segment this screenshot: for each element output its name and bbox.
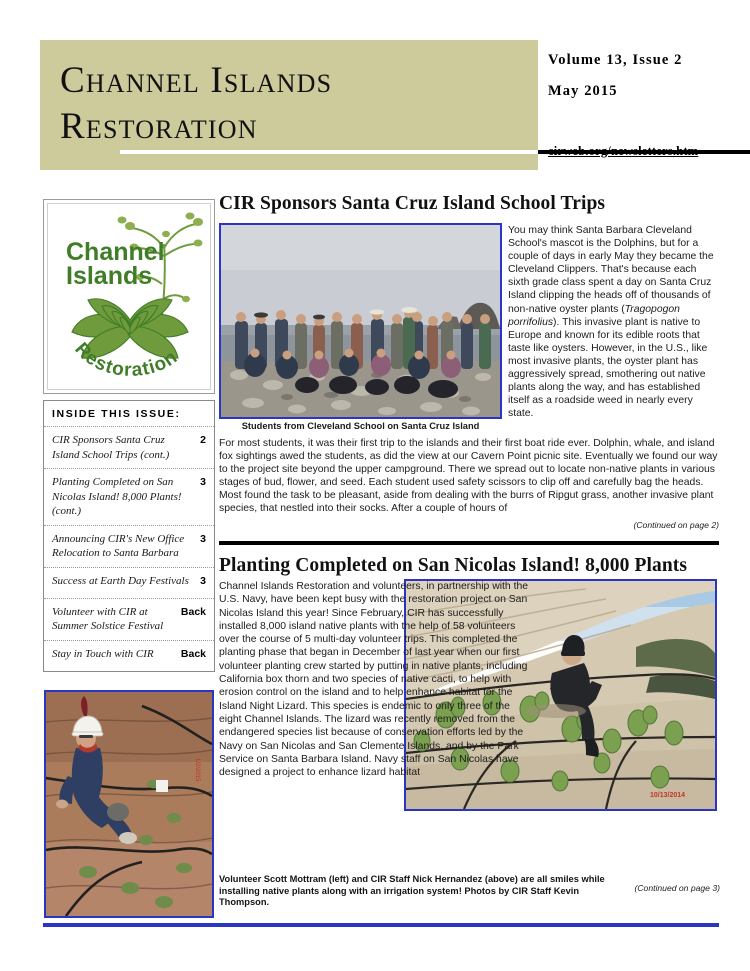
toc-item-2[interactable]	[44, 469, 214, 526]
toc-item-title: Stay in Touch with CIR	[52, 647, 154, 660]
article-1-body-text: For most students, it was their first trip to the islands and their first boat ride ever. Dolphin, whale, and island fox sightings awed the students, as did the view at our Cavern Point picnic site. Eventually we found our way to the project site beyond the upper campground. There we spread out to locate non-native plants in various stages of bud, flower, and seed. Each student used safety scissors to clip off and carefully bag the heads. Most found the task to be pleasant, aside from dealing with the burrs of Ripgut grass, another invasive plant species, that nestled into their socks. After a couple of hours of	[219, 438, 718, 515]
logo-word-restoration: Restoration	[70, 338, 182, 382]
page-title	[60, 58, 530, 150]
article-1	[219, 192, 719, 222]
logo-word-islands: Islands	[66, 262, 153, 290]
toc-item-title: Success at Earth Day Festivals	[52, 574, 189, 587]
masthead	[40, 40, 750, 170]
photo-volunteer-planting	[44, 690, 214, 918]
table-of-contents	[43, 400, 215, 672]
toc-heading: INSIDE THIS ISSUE:	[44, 401, 214, 427]
organization-logo	[43, 199, 215, 394]
article-divider	[219, 541, 719, 545]
toc-item-6[interactable]	[44, 641, 214, 671]
logo-artwork-icon	[48, 204, 211, 390]
svg-text:1/2/2015: 1/2/2015	[194, 758, 200, 782]
species-binomial: Tragopogon porrifolius	[508, 303, 680, 328]
photo-students-group	[219, 223, 502, 419]
article-1-sidebar-text	[508, 224, 719, 420]
svg-text:10/13/2014: 10/13/2014	[650, 792, 686, 799]
toc-item-1[interactable]	[44, 427, 214, 469]
toc-item-5[interactable]	[44, 599, 214, 641]
article-1-continued-note: (Continued on page 2)	[633, 519, 719, 530]
toc-item-title: Announcing CIR's New Office Relocation to Santa Barbara	[52, 532, 185, 559]
issue-date-label: May 2015	[548, 83, 618, 99]
logo-word-channel: Channel	[66, 238, 165, 266]
toc-item-title: CIR Sponsors Santa Cruz Island School Trips (cont.)	[52, 434, 170, 461]
volume-issue-label: Volume 13, Issue 2	[548, 52, 683, 68]
article-2-continued-note: (Continued on page 3)	[634, 883, 720, 893]
masthead-title-line-1: Channel Islands	[60, 60, 333, 101]
footer-blue-rule	[43, 923, 719, 927]
article-1-photo-caption: Students from Cleveland School on Santa Cruz Island	[241, 421, 480, 431]
toc-item-page: 2	[200, 434, 206, 446]
toc-item-title: Planting Completed on San Nicolas Island! 8,000 Plants! (cont.)	[52, 476, 182, 517]
toc-item-page: Back	[180, 605, 206, 618]
article-2-headline: Planting Completed on San Nicolas Island! 8,000 Plants	[219, 555, 688, 576]
toc-item-page: 3	[200, 574, 206, 587]
toc-item-3[interactable]	[44, 526, 214, 568]
masthead-black-rule	[538, 150, 750, 154]
toc-item-4[interactable]	[44, 568, 214, 599]
masthead-white-rule	[120, 150, 538, 154]
issue-info	[548, 52, 748, 114]
toc-item-page: 3	[200, 532, 206, 545]
article-1-column-body: You may think Santa Barbara Cleveland School's mascot is the Dolphins, but for a couple of days in early May they became the Cleveland Clippers. That's because each sixth grade class spent a day on Santa Cruz Island clipping the heads off of thousands of non-native oyster plants (Tragopogon porrifolius). This invasive plant is native to Europe and known for its edible roots that taste like oysters. However, in the U.S., like most invasive plants, the oyster plant has aggressively spread, smothering out native plants along the way, and has established itself as a roadside weed in nearly every state.	[508, 225, 714, 420]
photo-wrap-spacer	[529, 580, 719, 816]
article-1-headline: CIR Sponsors Santa Cruz Island School Trips	[219, 193, 606, 214]
toc-item-page: Back	[180, 647, 206, 660]
article-2-body	[219, 580, 719, 816]
article-2-body-text: Channel Islands Restoration and volunteers, in partnership with the U.S. Navy, have been kept busy with the restoration project on San Nicolas Island this year! Since February, CIR has successfully installed 8,000 island native plants with the help of 58 volunteers over the course of 5 multi-day volunteer trips. This completed the planting phase that began in December of last year when our first volunteer planting crew started by putting in native plants, including California box thorn and two species of native cacti, to help with erosion control on the island and to help enhance habitat for the Island Night Lizard. This species is endemic to only three of the eight Channel Islands. The lizard was recently removed from the endangered species list because of conservation efforts led by the Navy on San Nicolas and San Clemente Islands, and by the Park Service on Santa Barbara Island. Navy staff on San Nicolas have designed a project to enhance lizard habitat	[219, 581, 529, 779]
toc-item-title: Volunteer with CIR at Summer Solstice Festival	[52, 605, 164, 632]
masthead-title-line-2: Restoration	[60, 106, 258, 147]
article-1-body	[219, 437, 719, 532]
article-2-photo-caption: Volunteer Scott Mottram (left) and CIR Staff Nick Hernandez (above) are all smiles while installing native plants along with an irrigation system! Photos by CIR Staff Kevin Thompson.	[219, 874, 605, 907]
toc-item-page: 3	[200, 476, 206, 488]
